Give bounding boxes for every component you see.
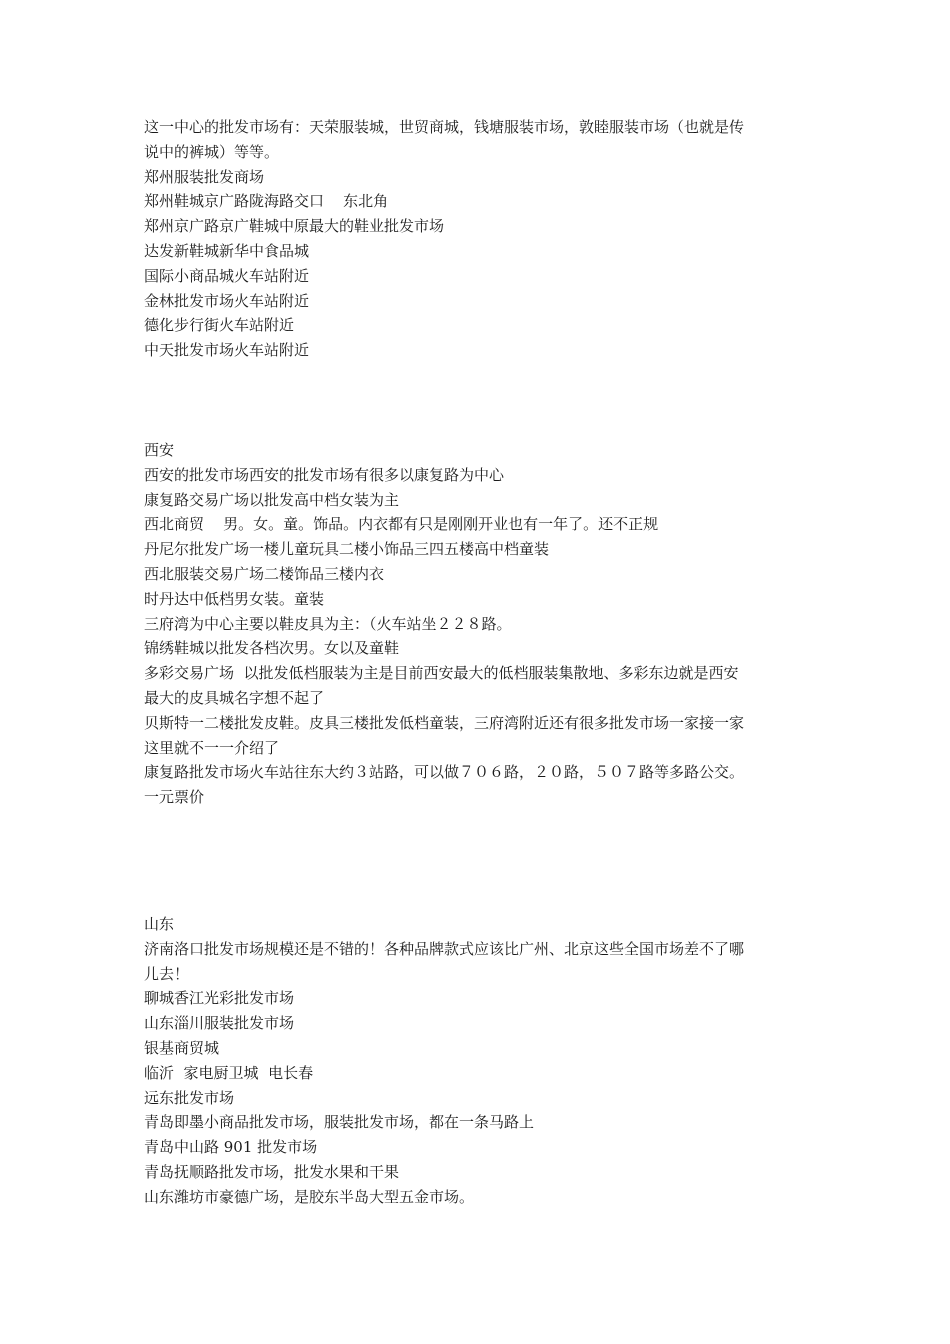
text-line: 银基商贸城	[144, 1038, 220, 1057]
text-line: 郑州京广路京广鞋城中原最大的鞋业批发市场	[144, 217, 445, 236]
text-line: 锦绣鞋城以批发各档次男。女以及童鞋	[144, 639, 400, 658]
text-line: 西安的批发市场西安的批发市场有很多以康复路为中心	[144, 465, 505, 484]
text-line: 最大的皮具城名字想不起了	[144, 688, 325, 707]
text-line: 青岛中山路 901 批发市场	[144, 1138, 318, 1157]
text-line: 德化步行街火车站附近	[144, 316, 295, 335]
text-line: 达发新鞋城新华中食品城	[144, 241, 310, 260]
text-line: 金林批发市场火车站附近	[144, 291, 310, 310]
text-line: 儿去！	[144, 964, 190, 983]
text-line: 康复路批发市场火车站往东大约３站路，可以做７０６路，２０路，５０７路等多路公交。	[144, 763, 745, 782]
text-line: 郑州服装批发商场	[144, 167, 265, 186]
text-line: 西北商贸 男。女。童。饰品。内衣都有只是刚刚开业也有一年了。还不正规	[144, 515, 659, 534]
text-line: 三府湾为中心主要以鞋皮具为主：（火车站坐２２８路。	[144, 614, 512, 633]
text-line: 国际小商品城火车站附近	[144, 266, 310, 285]
text-line: 这一中心的批发市场有：天荣服装城，世贸商城，钱塘服装市场，敦睦服装市场（也就是传	[144, 118, 745, 136]
section-zhengzhou	[144, 115, 814, 363]
text-line: 西北服装交易广场二楼饰品三楼内衣	[144, 564, 385, 583]
section-xian	[144, 438, 814, 810]
text-line: 山东淄川服装批发市场	[144, 1014, 295, 1033]
section-heading: 西安	[144, 441, 175, 459]
text-line: 这里就不一一介绍了	[144, 738, 280, 757]
text-line: 山东潍坊市豪德广场，是胶东半岛大型五金市场。	[144, 1187, 475, 1206]
section-shandong	[144, 912, 814, 1210]
text-line: 临沂 家电厨卫城 电长春	[144, 1063, 314, 1082]
text-line: 时丹达中低档男女装。童装	[144, 589, 325, 608]
text-line: 聊城香江光彩批发市场	[144, 989, 295, 1008]
text-line: 济南洛口批发市场规模还是不错的！各种品牌款式应该比广州、北京这些全国市场差不了哪	[144, 939, 745, 958]
text-line: 青岛即墨小商品批发市场，服装批发市场，都在一条马路上	[144, 1113, 535, 1132]
section-heading: 山东	[144, 915, 175, 933]
text-line: 多彩交易广场 以批发低档服装为主是目前西安最大的低档服装集散地、多彩东边就是西安	[144, 664, 739, 683]
text-line: 丹尼尔批发广场一楼儿童玩具二楼小饰品三四五楼高中档童装	[144, 540, 550, 559]
text-line: 一元票价	[144, 788, 205, 807]
text-line: 青岛抚顺路批发市场，批发水果和干果	[144, 1162, 400, 1181]
text-line: 中天批发市场火车站附近	[144, 341, 310, 360]
text-line: 康复路交易广场以批发高中档女装为主	[144, 490, 400, 509]
text-line: 贝斯特一二楼批发皮鞋。皮具三楼批发低档童装，三府湾附近还有很多批发市场一家接一家	[144, 713, 745, 732]
text-line: 郑州鞋城京广路陇海路交口 东北角	[144, 192, 389, 211]
text-line: 远东批发市场	[144, 1088, 235, 1107]
text-line: 说中的裤城）等等。	[144, 142, 280, 161]
